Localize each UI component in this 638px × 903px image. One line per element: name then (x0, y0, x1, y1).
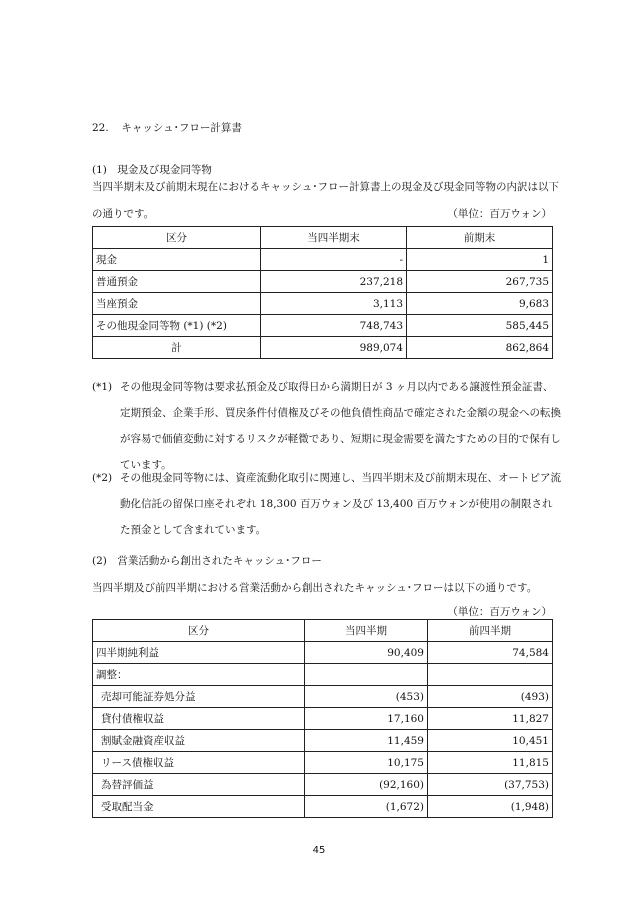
cell-value: (493) (428, 686, 553, 708)
table-header-row (93, 227, 553, 249)
cell-value: 10,175 (305, 752, 428, 774)
table-2-unit-label: （単位：百万ウォン） (447, 606, 552, 618)
table-row (93, 271, 553, 293)
table-row (93, 708, 553, 730)
row-label: リース債権収益 (93, 752, 305, 774)
table-1-unit-label: （単位：百万ウォン） (447, 208, 552, 220)
table-row (93, 642, 553, 664)
cell-value: 1 (407, 249, 553, 271)
cell-value: 74,584 (428, 642, 553, 664)
column-header: 当四半期 (305, 620, 428, 642)
cell-value: 17,160 (305, 708, 428, 730)
footnote-1 (92, 374, 562, 478)
subsection-1-paragraph: 当四半期末及び前期末現在におけるキャッシュ･フロー計算書上の現金及び現金同等物の内訳は以下の通りです。 (92, 181, 560, 220)
subsection-1-heading: (1) 現金及び現金同等物 (92, 164, 212, 176)
table-row (93, 686, 553, 708)
row-label: その他現金同等物 (*1) (*2) (93, 315, 261, 337)
total-label: 計 (93, 337, 261, 359)
table-row (93, 774, 553, 796)
row-label: 受取配当金 (93, 796, 305, 818)
cell-value (428, 664, 553, 686)
row-label: 当座預金 (93, 293, 261, 315)
cell-value (305, 664, 428, 686)
table-row (93, 315, 553, 337)
cell-value: 10,451 (428, 730, 553, 752)
row-label: 現金 (93, 249, 261, 271)
column-header: 前四半期 (428, 620, 553, 642)
section-number: 22. (92, 122, 109, 134)
column-header: 前期末 (407, 227, 553, 249)
footnote-mark: (*1) (92, 381, 113, 393)
table-row (93, 293, 553, 315)
cell-value: 862,864 (407, 337, 553, 359)
row-label: 割賦金融資産収益 (93, 730, 305, 752)
subsection-2-heading: (2) 営業活動から創出されたキャッシュ･フロー (92, 555, 322, 567)
cell-value: 11,827 (428, 708, 553, 730)
section-title-text: キャッシュ･フロー計算書 (121, 122, 242, 134)
footnote-mark: (*2) (92, 472, 113, 484)
cell-value: 9,683 (407, 293, 553, 315)
cell-value: (1,672) (305, 796, 428, 818)
row-label: 普通預金 (93, 271, 261, 293)
page-number: 45 (312, 845, 326, 856)
table-total-row (93, 337, 553, 359)
table-header-row (93, 620, 553, 642)
section-title (92, 120, 242, 135)
cell-value: 267,735 (407, 271, 553, 293)
cell-value: 989,074 (261, 337, 407, 359)
cell-value: - (261, 249, 407, 271)
row-label: 売却可能証券処分益 (93, 686, 305, 708)
row-label: 貸付債権収益 (93, 708, 305, 730)
footnote-text: その他現金同等物には、資産流動化取引に関連し、当四半期末及び前期末現在、オートピア流動化信託の留保口座それぞれ 18,300 百万ウォン及び 13,400 百万ウォンが使用の制限された預金として含まれています。 (120, 472, 561, 536)
cell-value: 237,218 (261, 271, 407, 293)
cell-value: 748,743 (261, 315, 407, 337)
cell-value: 11,459 (305, 730, 428, 752)
row-label: 四半期純利益 (93, 642, 305, 664)
cell-value: (1,948) (428, 796, 553, 818)
footnote-text: その他現金同等物は要求払預金及び取得日から満期日が 3 ヶ月以内である譲渡性預金証書、定期預金、企業手形、買戻条件付債権及びその他負債性商品で確定された金額の現金への転換が容易で価値変動に対するリスクが軽微であり、短期に現金需要を満たすための目的で保有しています。 (120, 381, 561, 471)
table-row (93, 796, 553, 818)
row-label: 調整： (93, 664, 305, 686)
cell-value: (92,160) (305, 774, 428, 796)
cell-value: 585,445 (407, 315, 553, 337)
column-header: 区分 (93, 620, 305, 642)
footnote-2 (92, 465, 562, 543)
cell-value: 3,113 (261, 293, 407, 315)
cell-value: 90,409 (305, 642, 428, 664)
row-label: 為替評価益 (93, 774, 305, 796)
cell-value: (37,753) (428, 774, 553, 796)
table-row (93, 249, 553, 271)
column-header: 区分 (93, 227, 261, 249)
column-header: 当四半期末 (261, 227, 407, 249)
operating-cash-flow-table (92, 619, 553, 818)
table-row (93, 664, 553, 686)
cell-value: 11,815 (428, 752, 553, 774)
cell-value: (453) (305, 686, 428, 708)
table-row (93, 730, 553, 752)
cash-equivalents-table (92, 226, 553, 359)
table-row (93, 752, 553, 774)
subsection-2-paragraph: 当四半期及び前四半期における営業活動から創出されたキャッシュ･フローは以下の通りです。 (92, 582, 538, 594)
